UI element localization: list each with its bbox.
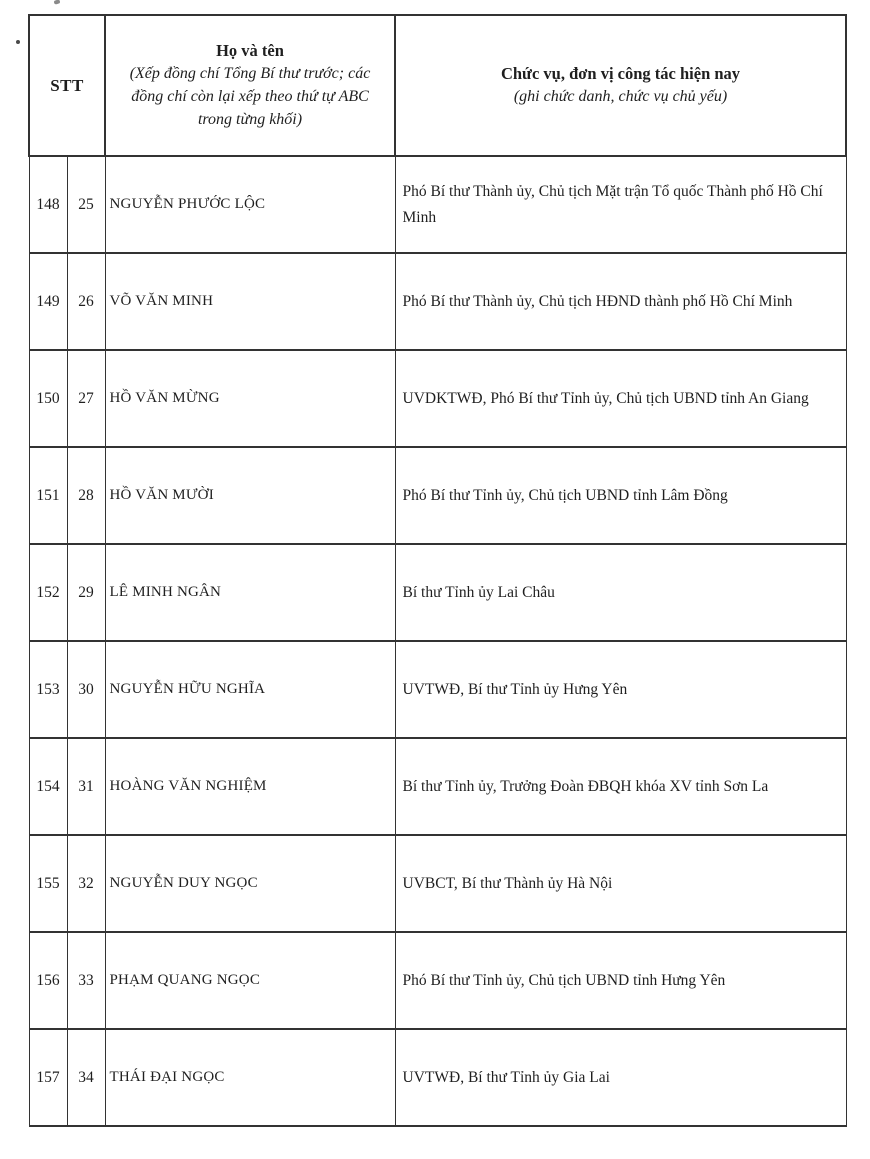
row-number-cell: 152 [29, 544, 67, 641]
row-number-cell: 149 [29, 253, 67, 350]
scan-artifact-dot [16, 40, 20, 44]
row-name-cell: HOÀNG VĂN NGHIỆM [105, 738, 395, 835]
table-row [29, 641, 846, 738]
table-row [29, 350, 846, 447]
row-position-cell: UVTWĐ, Bí thư Tỉnh ủy Gia Lai [395, 1029, 846, 1126]
row-position-cell: UVTWĐ, Bí thư Tỉnh ủy Hưng Yên [395, 641, 846, 738]
table-header-row [29, 15, 846, 156]
table-row [29, 738, 846, 835]
table-row [29, 932, 846, 1029]
row-name-cell: NGUYỄN HỮU NGHĨA [105, 641, 395, 738]
row-number-cell: 153 [29, 641, 67, 738]
row-subnumber-cell: 30 [67, 641, 105, 738]
table-row [29, 156, 846, 253]
row-name-cell: LÊ MINH NGÂN [105, 544, 395, 641]
row-number-cell: 148 [29, 156, 67, 253]
row-subnumber-cell: 26 [67, 253, 105, 350]
row-position-cell: UVDKTWĐ, Phó Bí thư Tỉnh ủy, Chủ tịch UBND tỉnh An Giang [395, 350, 846, 447]
table-row [29, 253, 846, 350]
row-number-cell: 150 [29, 350, 67, 447]
row-position-cell: Bí thư Tỉnh ủy, Trưởng Đoàn ĐBQH khóa XV tỉnh Sơn La [395, 738, 846, 835]
row-subnumber-cell: 25 [67, 156, 105, 253]
row-position-cell: UVBCT, Bí thư Thành ủy Hà Nội [395, 835, 846, 932]
header-name-title: Họ và tên [216, 41, 284, 61]
row-position-cell: Phó Bí thư Thành ủy, Chủ tịch Mặt trận Tổ quốc Thành phố Hồ Chí Minh [395, 156, 846, 253]
row-name-cell: VÕ VĂN MINH [105, 253, 395, 350]
row-name-cell: THÁI ĐẠI NGỌC [105, 1029, 395, 1126]
table-row [29, 1029, 846, 1126]
row-position-cell: Phó Bí thư Tỉnh ủy, Chủ tịch UBND tỉnh Hưng Yên [395, 932, 846, 1029]
row-subnumber-cell: 31 [67, 738, 105, 835]
header-position [395, 15, 846, 156]
header-name [105, 15, 395, 156]
row-number-cell: 156 [29, 932, 67, 1029]
row-number-cell: 151 [29, 447, 67, 544]
row-subnumber-cell: 28 [67, 447, 105, 544]
row-position-cell: Phó Bí thư Tỉnh ủy, Chủ tịch UBND tỉnh Lâm Đồng [395, 447, 846, 544]
header-name-note: (Xếp đồng chí Tổng Bí thư trước; các đồng chí còn lại xếp theo thứ tự ABC trong từng khối) [129, 65, 371, 128]
table-row [29, 835, 846, 932]
table-row [29, 447, 846, 544]
row-number-cell: 155 [29, 835, 67, 932]
scan-artifact-speck [54, 0, 61, 5]
row-name-cell: NGUYỄN DUY NGỌC [105, 835, 395, 932]
header-position-note: (ghi chức danh, chức vụ chủ yếu) [513, 88, 728, 106]
row-subnumber-cell: 32 [67, 835, 105, 932]
row-subnumber-cell: 29 [67, 544, 105, 641]
row-subnumber-cell: 34 [67, 1029, 105, 1126]
row-position-cell: Phó Bí thư Thành ủy, Chủ tịch HĐND thành phố Hồ Chí Minh [395, 253, 846, 350]
row-number-cell: 154 [29, 738, 67, 835]
row-name-cell: HỒ VĂN MƯỜI [105, 447, 395, 544]
table-row [29, 544, 846, 641]
officials-roster-table [28, 14, 847, 1127]
row-number-cell: 157 [29, 1029, 67, 1126]
header-position-title: Chức vụ, đơn vị công tác hiện nay [500, 64, 741, 84]
row-name-cell: HỒ VĂN MỪNG [105, 350, 395, 447]
row-name-cell: NGUYỄN PHƯỚC LỘC [105, 156, 395, 253]
row-position-cell: Bí thư Tỉnh ủy Lai Châu [395, 544, 846, 641]
row-subnumber-cell: 27 [67, 350, 105, 447]
header-stt: STT [29, 15, 105, 156]
row-name-cell: PHẠM QUANG NGỌC [105, 932, 395, 1029]
row-subnumber-cell: 33 [67, 932, 105, 1029]
